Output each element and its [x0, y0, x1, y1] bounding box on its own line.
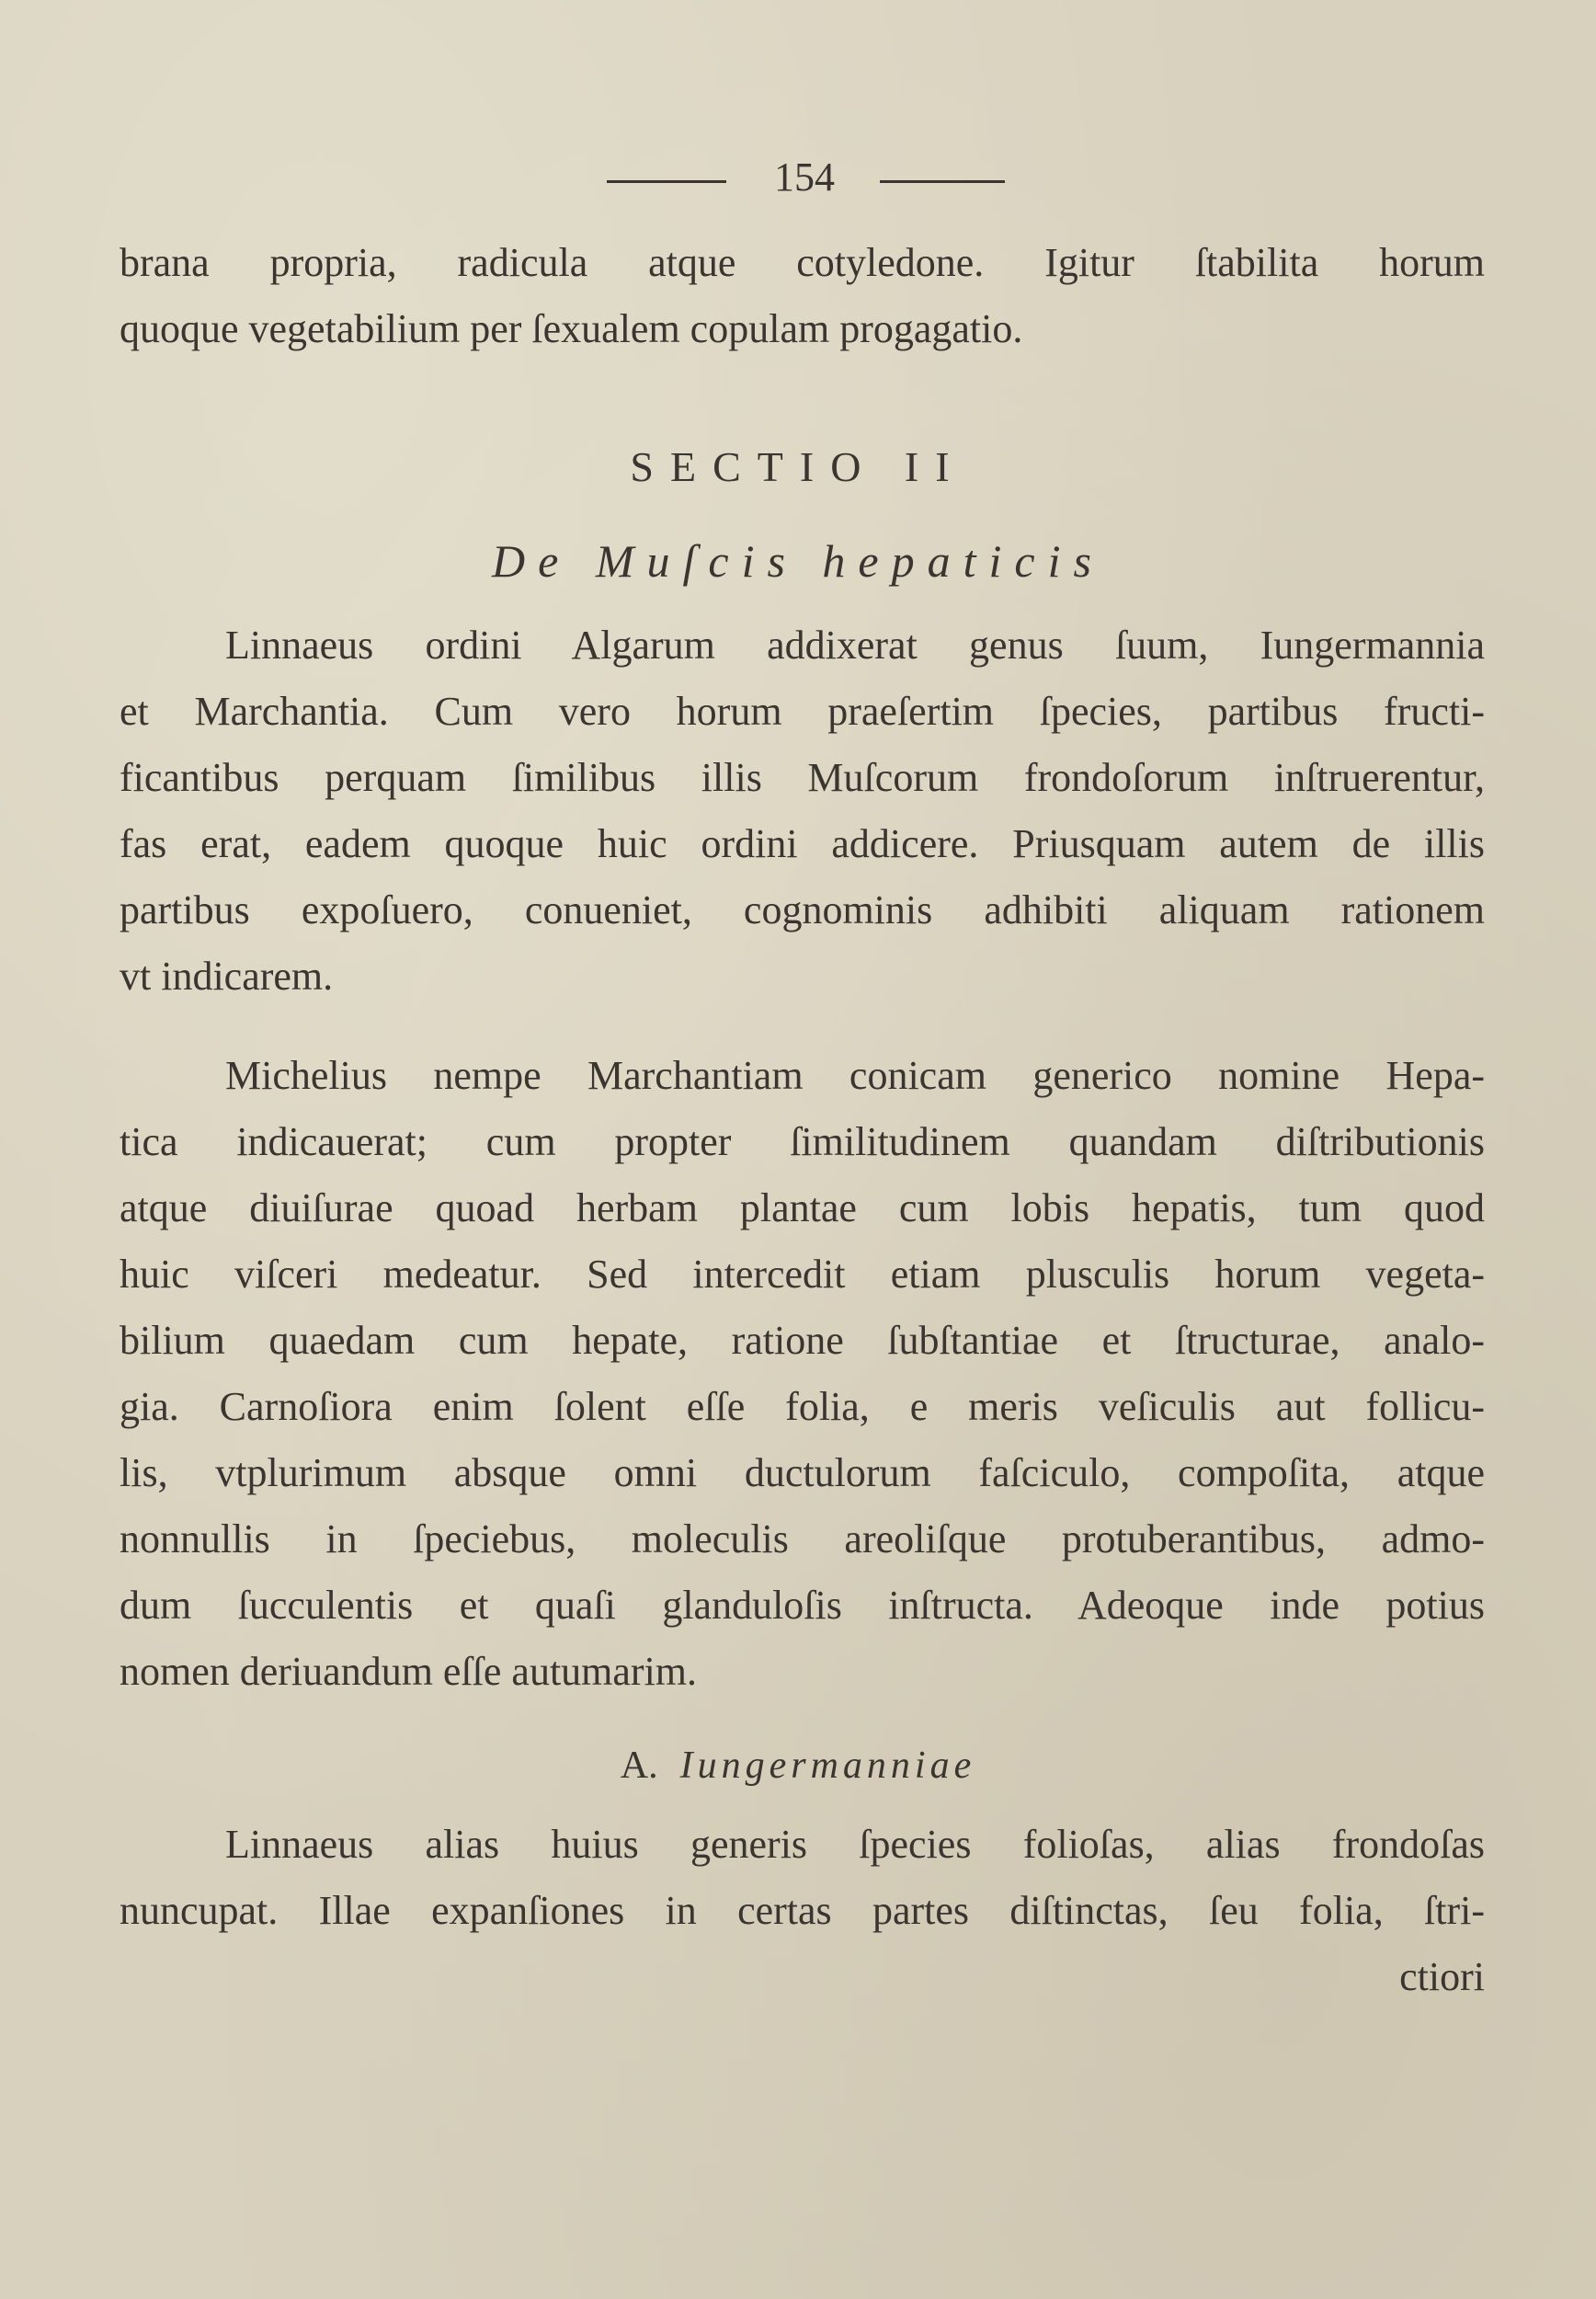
- header-rule-right: [880, 180, 1005, 183]
- text-line: gia. Carnoſiora enim ſolent eſſe folia, e meris veſiculis aut follicu-: [120, 1384, 1485, 1429]
- text-line: nomen deriuandum eſſe autumarim.: [120, 1649, 698, 1694]
- text-line: quoque vegetabilium per ſexualem copulam progagatio.: [120, 306, 1023, 351]
- paragraph-2: [120, 1043, 1485, 1705]
- text-line: fas erat, eadem quoque huic ordini addicere. Priusquam autem de illis: [120, 821, 1485, 866]
- subsection-title: Iungermanniae: [679, 1744, 976, 1787]
- text-line: brana propria, radicula atque cotyledone. Igitur ſtabilita horum: [120, 240, 1485, 285]
- text-line: ficantibus perquam ſimilibus illis Muſcorum frondoſorum inſtruerentur,: [120, 755, 1485, 800]
- subsection-heading: [0, 1738, 1596, 1793]
- text-line: Linnaeus ordini Algarum addixerat genus ſuum, Iungermannia: [225, 623, 1485, 668]
- paragraph-3: [120, 1812, 1485, 2010]
- text-line: lis, vtplurimum absque omni ductulorum faſciculo, compoſita, atque: [120, 1450, 1485, 1495]
- header-rule-left: [607, 180, 726, 183]
- section-title: SECTIO II: [630, 443, 966, 490]
- catchword: ctiori: [1399, 1954, 1485, 1999]
- text-line: bilium quaedam cum hepate, ratione ſubſtantiae et ſtructurae, analo-: [120, 1318, 1485, 1363]
- text-line: nonnullis in ſpeciebus, moleculis areoliſque protuberantibus, admo-: [120, 1516, 1485, 1561]
- paragraph-1: [120, 612, 1485, 1010]
- subsection-label: A.: [620, 1744, 658, 1787]
- text-line: nuncupat. Illae expanſiones in certas partes diſtinctas, ſeu folia, ſtri-: [120, 1888, 1485, 1933]
- text-line: huic viſceri medeatur. Sed intercedit etiam plusculis horum vegeta-: [120, 1252, 1485, 1297]
- text-line: tica indicauerat; cum propter ſimilitudinem quandam diſtributionis: [120, 1119, 1485, 1164]
- page-number: 154: [774, 154, 835, 200]
- page-header: [0, 154, 1596, 200]
- text-line: partibus expoſuero, conueniet, cognominis adhibiti aliquam rationem: [120, 887, 1485, 932]
- section-subtitle: De Muſcis hepaticis: [492, 535, 1104, 587]
- intro-paragraph: [120, 230, 1485, 362]
- text-line: vt indicarem.: [120, 954, 334, 999]
- text-line: Michelius nempe Marchantiam conicam generico nomine Hepa-: [225, 1053, 1485, 1098]
- text-line: dum ſucculentis et quaſi glanduloſis inſtructa. Adeoque inde potius: [120, 1583, 1485, 1628]
- text-line: Linnaeus alias huius generis ſpecies folioſas, alias frondoſas: [225, 1822, 1485, 1867]
- text-line: et Marchantia. Cum vero horum praeſertim ſpecies, partibus fructi-: [120, 689, 1485, 734]
- text-line: atque diuiſurae quoad herbam plantae cum lobis hepatis, tum quod: [120, 1185, 1485, 1230]
